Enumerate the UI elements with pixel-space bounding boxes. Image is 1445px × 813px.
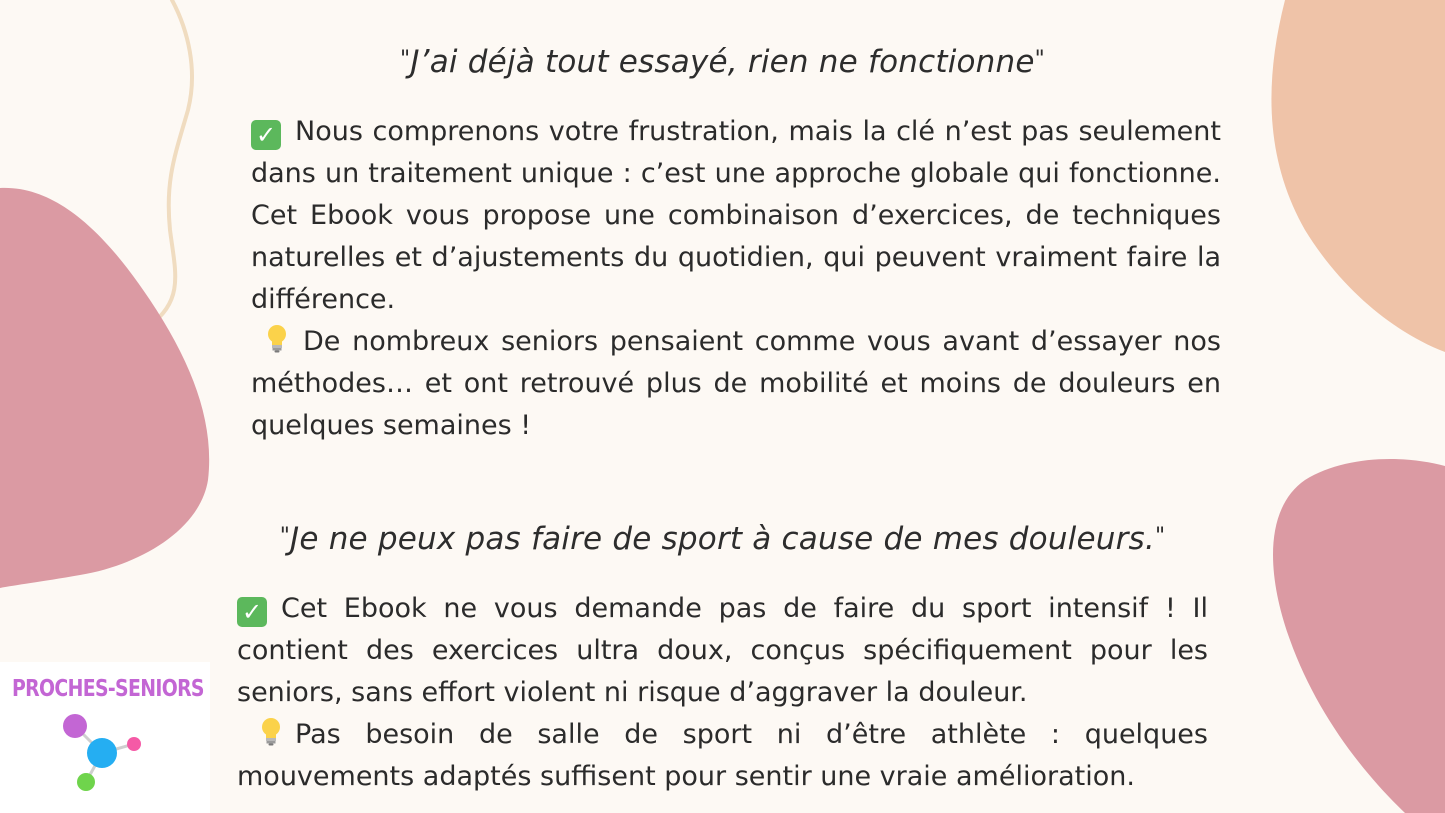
section-1-body bbox=[251, 111, 1221, 447]
section-1-paragraph-1: Nous comprenons votre frustration, mais la clé n’est pas seulement dans un traitement unique : c’est une approche globale qui fonctionne. Cet Ebook vous propose une combinaison d’exercices, de techniques naturelles et d’ajustements du quotidien, qui peuvent vraiment faire la différence. bbox=[251, 116, 1221, 315]
section-1-heading-text: J’ai déjà tout essayé, rien ne fonctionne bbox=[410, 44, 1035, 80]
molecule-logo-icon bbox=[55, 710, 155, 805]
close-quote: " bbox=[1154, 524, 1166, 549]
proches-seniors-logo bbox=[0, 662, 210, 813]
check-mark-icon: ✓ bbox=[251, 120, 281, 150]
section-1-paragraph-2: De nombreux seniors pensaient comme vous avant d’essayer nos méthodes… et ont retrouvé plus de mobilité et moins de douleurs en quelques semaines ! bbox=[251, 326, 1221, 441]
section-1-heading bbox=[0, 44, 1445, 80]
light-bulb-icon bbox=[259, 717, 283, 747]
logo-text: PROCHES-SENIORS bbox=[12, 676, 204, 702]
section-2-heading bbox=[0, 521, 1445, 557]
close-quote: " bbox=[1034, 47, 1045, 72]
open-quote: " bbox=[400, 47, 411, 72]
light-bulb-icon bbox=[265, 324, 289, 354]
pink-blob-right bbox=[1273, 459, 1445, 813]
section-2-paragraph-2: Pas besoin de salle de sport ni d’être athlète : quelques mouvements adaptés suffisent pour sentir une vraie amélioration. bbox=[237, 719, 1208, 792]
check-mark-icon: ✓ bbox=[237, 597, 267, 627]
section-2-paragraph-1: Cet Ebook ne vous demande pas de faire du sport intensif ! Il contient des exercices ultra doux, conçus spécifiquement pour les seniors, sans effort violent ni risque d’aggraver la douleur. bbox=[237, 593, 1208, 708]
open-quote: " bbox=[279, 524, 291, 549]
section-2-heading-text: Je ne peux pas faire de sport à cause de mes douleurs. bbox=[290, 521, 1155, 557]
section-2-body bbox=[237, 588, 1208, 798]
